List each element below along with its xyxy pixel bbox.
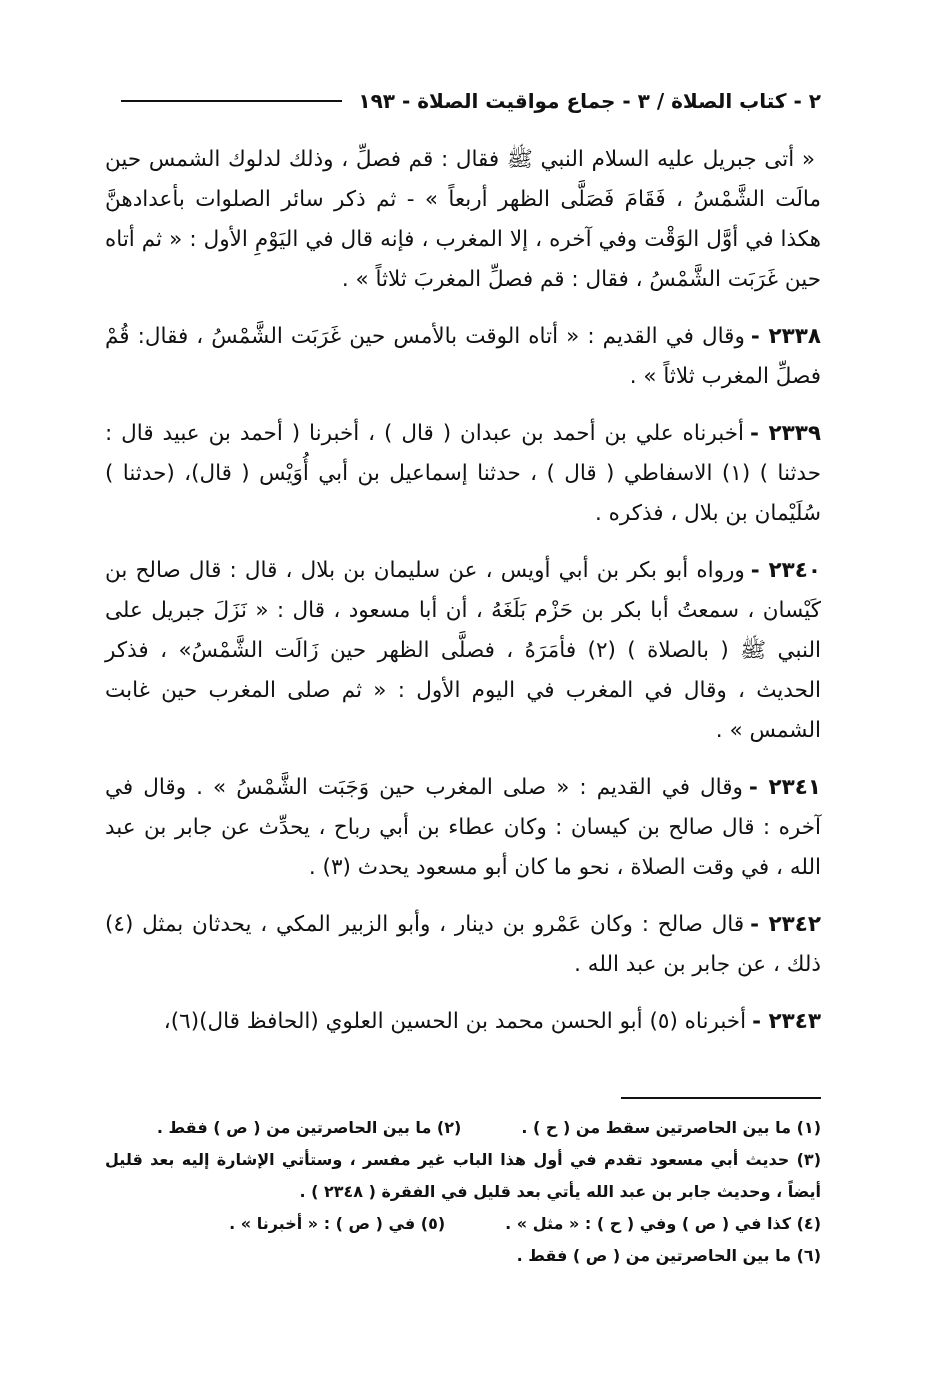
main-text xyxy=(105,140,821,1059)
footnotes xyxy=(105,1112,821,1272)
running-head xyxy=(121,84,821,118)
paragraph-number: ٢٣٤٠ - xyxy=(750,558,821,583)
footnote-1: (١) ما بين الحاصرتين سقط من ( ح ) . xyxy=(521,1118,821,1137)
paragraph-text: وقال في القديم : « صلى المغرب حين وَجَبَت الشَّمْسُ » . وقال في آخره : قال صالح بن كيسان : وكان عطاء بن أبي رباح ، يحدِّث عن جابر بن عبد الله ، في وقت الصلاة ، نحو ما كان أبو مسعود يحدث (٣) . xyxy=(105,775,821,880)
paragraph-text: « أتى جبريل عليه السلام النبي ﷺ فقال : قم فصلِّ ، وذلك لدلوك الشمس حين مالَت الشَّمْسُ ، فَقَامَ فَصَلَّى الظهر أربعاً » - ثم ذكر سائر الصلوات بأعدادهنَّ هكذا في أوَّل الوَقْت وفي آخره ، إلا المغرب ، فإنه قال في اليَوْمِ الأول : « ثم أتاه حين غَرَبَت الشَّمْسُ ، فقال : قم فصلِّ المغربَ ثلاثاً » . xyxy=(105,147,821,292)
footnote-3: (٣) حديث أبي مسعود تقدم في أول هذا الباب غير مفسر ، وستأتي الإشارة إليه بعد قليل أيضاً ، وحديث جابر بن عبد الله يأتي بعد قليل في الفقرة ( ٢٣٤٨ ) . xyxy=(105,1150,821,1201)
footnote-row xyxy=(105,1208,821,1240)
paragraph-number: ٢٣٣٨ - xyxy=(750,324,821,349)
footnote-row xyxy=(105,1112,821,1144)
paragraph-2341 xyxy=(105,768,821,888)
paragraph-text: وقال في القديم : « أتاه الوقت بالأمس حين غَرَبَت الشَّمْسُ ، فقال: قُمْ فصلِّ المغرب ثلاثاً » . xyxy=(105,324,821,389)
paragraph-2339 xyxy=(105,414,821,534)
running-head-title: ٢ - كتاب الصلاة / ٣ - جماع مواقيت الصلاة - ١٩٣ xyxy=(358,89,821,113)
paragraph-2340 xyxy=(105,551,821,751)
footnote-5: (٥) في ( ص ) : « أخبرنا » . xyxy=(229,1214,446,1233)
paragraph-intro xyxy=(105,140,821,300)
paragraph-2338 xyxy=(105,317,821,397)
paragraph-number: ٢٣٤٢ - xyxy=(750,912,821,937)
paragraph-text: أخبرناه (٥) أبو الحسن محمد بن الحسين العلوي (الحافظ قال)(٦)، xyxy=(163,1009,747,1034)
paragraph-2342 xyxy=(105,905,821,985)
footnote-separator xyxy=(621,1097,821,1099)
paragraph-text: قال صالح : وكان عَمْرو بن دينار ، وأبو الزبير المكي ، يحدثان بمثل (٤) ذلك ، عن جابر بن عبد الله . xyxy=(105,912,821,977)
paragraph-text: ورواه أبو بكر بن أبي أويس ، عن سليمان بن بلال ، قال : قال صالح بن كَيْسان ، سمعتُ أبا بكر بن حَزْم بَلَغَهُ ، أن أبا مسعود ، قال : « نَزَلَ جبريل على النبي ﷺ ( بالصلاة ) (٢) فأمَرَهُ ، فصلَّى الظهر حين زَالَت الشَّمْسُ» ، فذكر الحديث ، وقال في المغرب في اليوم الأول : « ثم صلى المغرب حين غابت الشمس » . xyxy=(105,558,821,743)
paragraph-number: ٢٣٤٣ - xyxy=(752,1009,821,1034)
paragraph-text: أخبرناه علي بن أحمد بن عبدان ( قال ) ، أخبرنا ( أحمد بن عبيد قال : حدثنا ) (١) الاسفاطي ( قال ) ، حدثنا إسماعيل بن أبي أُوَيْس ( قال)، (حدثنا ) سُلَيْمان بن بلال ، فذكره . xyxy=(105,421,821,526)
paragraph-number: ٢٣٤١ - xyxy=(748,775,821,800)
paragraph-2343 xyxy=(105,1002,821,1042)
footnote-6: (٦) ما بين الحاصرتين من ( ص ) فقط . xyxy=(516,1246,821,1265)
paragraph-number: ٢٣٣٩ - xyxy=(749,421,821,446)
running-head-rule xyxy=(121,100,342,102)
footnote-2: (٢) ما بين الحاصرتين من ( ص ) فقط . xyxy=(156,1118,462,1137)
footnote-4: (٤) كذا في ( ص ) وفي ( ح ) : « مثل » . xyxy=(505,1214,821,1233)
